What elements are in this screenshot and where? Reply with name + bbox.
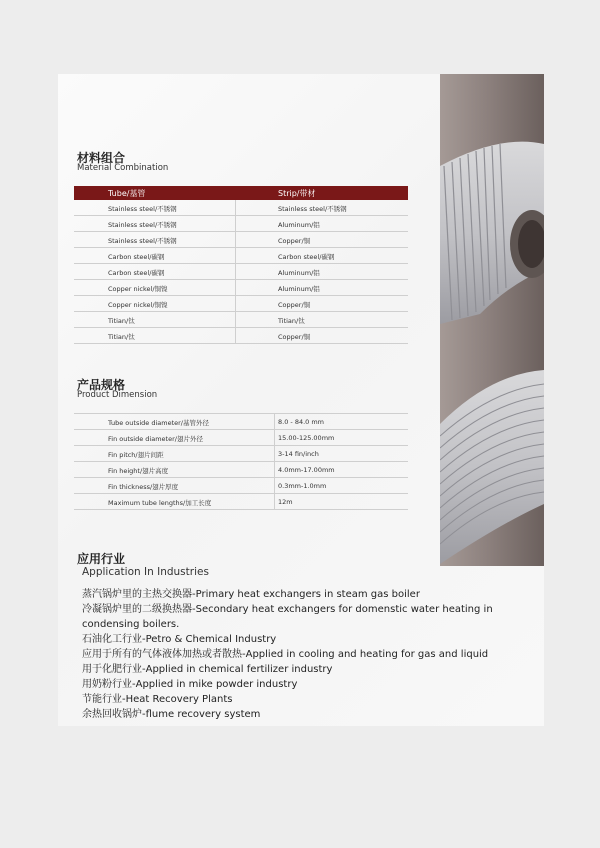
material-title-zh: 材料组合 [77,151,126,165]
application-title-zh: 应用行业 [77,552,126,566]
table-row [74,296,408,312]
dimension-label: Maximum tube lengths/加工长度 [108,499,212,507]
table-row [74,232,408,248]
dimension-value: 12m [278,498,293,506]
finned-tube-photo [440,74,544,566]
table-row [74,462,408,478]
dimension-label: Tube outside diameter/基管外径 [108,419,209,427]
strip-cell: Copper/铜 [278,333,311,341]
material-title-en: Material Combination [77,163,169,173]
strip-cell: Copper/铜 [278,237,311,245]
strip-cell: Carbon steel/碳钢 [278,253,335,261]
tube-cell: Stainless steel/不锈钢 [108,237,177,245]
dimension-value: 8.0 - 84.0 mm [278,418,325,426]
strip-cell: Aluminum/铝 [278,221,320,229]
column-tube: Tube/基管 [108,189,146,198]
tube-cell: Copper nickel/铜镍 [108,301,168,309]
table-row [74,446,408,462]
table-row [74,312,408,328]
list-item: 节能行业-Heat Recovery Plants [82,694,233,705]
dimension-title-zh: 产品规格 [77,378,126,392]
tube-cell: Titian/钛 [108,333,135,341]
tube-cell: Stainless steel/不锈钢 [108,205,177,213]
material-table [74,186,408,344]
strip-cell: Aluminum/铝 [278,269,320,277]
tube-cell: Stainless steel/不锈钢 [108,221,177,229]
table-row [74,328,408,344]
strip-cell: Aluminum/铝 [278,285,320,293]
strip-cell: Stainless steel/不锈钢 [278,205,347,213]
strip-cell: Titian/钛 [278,317,305,325]
dimension-label: Fin pitch/翅片间距 [108,451,164,459]
tube-cell: Titian/钛 [108,317,135,325]
tube-cell: Carbon steel/碳钢 [108,253,165,261]
list-item: 石油化工行业-Petro & Chemical Industry [82,634,277,645]
column-strip: Strip/带材 [278,189,316,198]
list-item: 余热回收锅炉-flume recovery system [82,709,261,720]
strip-cell: Copper/铜 [278,301,311,309]
dimension-value: 4.0mm-17.00mm [278,466,335,474]
finned-tube-illustration [440,74,544,566]
table-row [74,248,408,264]
dimension-title-en: Product Dimension [77,390,158,400]
material-table-header [74,186,408,200]
list-item: 用奶粉行业-Applied in mike powder industry [82,679,298,690]
table-row [74,264,408,280]
dimension-label: Fin outside diameter/翅片外径 [108,435,203,443]
dimension-value: 0.3mm-1.0mm [278,482,327,490]
dimension-label: Fin thickness/翅片厚度 [108,483,179,491]
tube-cell: Copper nickel/铜镍 [108,285,168,293]
brochure-sheet [58,74,544,726]
application-title-en: Application In Industries [82,566,209,578]
list-item: 应用于所有的气体液体加热或者散热-Applied in cooling and heating for gas and liquid [82,649,489,660]
tube-cell: Carbon steel/碳钢 [108,269,165,277]
list-item: condensing boilers. [82,619,180,630]
application-list [82,587,532,722]
table-row [74,414,408,430]
list-item: 冷凝锅炉里的二级换热器-Secondary heat exchangers for domenstic water heating in [82,604,493,615]
list-item: 蒸汽锅炉里的主热交换器-Primary heat exchangers in steam gas boiler [82,589,420,600]
table-row [74,200,408,216]
table-row [74,478,408,494]
dimension-label: Fin height/翅片高度 [108,467,169,475]
table-row [74,280,408,296]
table-row [74,430,408,446]
dimension-table [74,413,408,510]
dimension-value: 15.00-125.00mm [278,434,335,442]
dimension-value: 3-14 fin/inch [278,450,319,458]
table-row [74,216,408,232]
table-row [74,494,408,510]
list-item: 用于化肥行业-Applied in chemical fertilizer industry [82,664,333,675]
